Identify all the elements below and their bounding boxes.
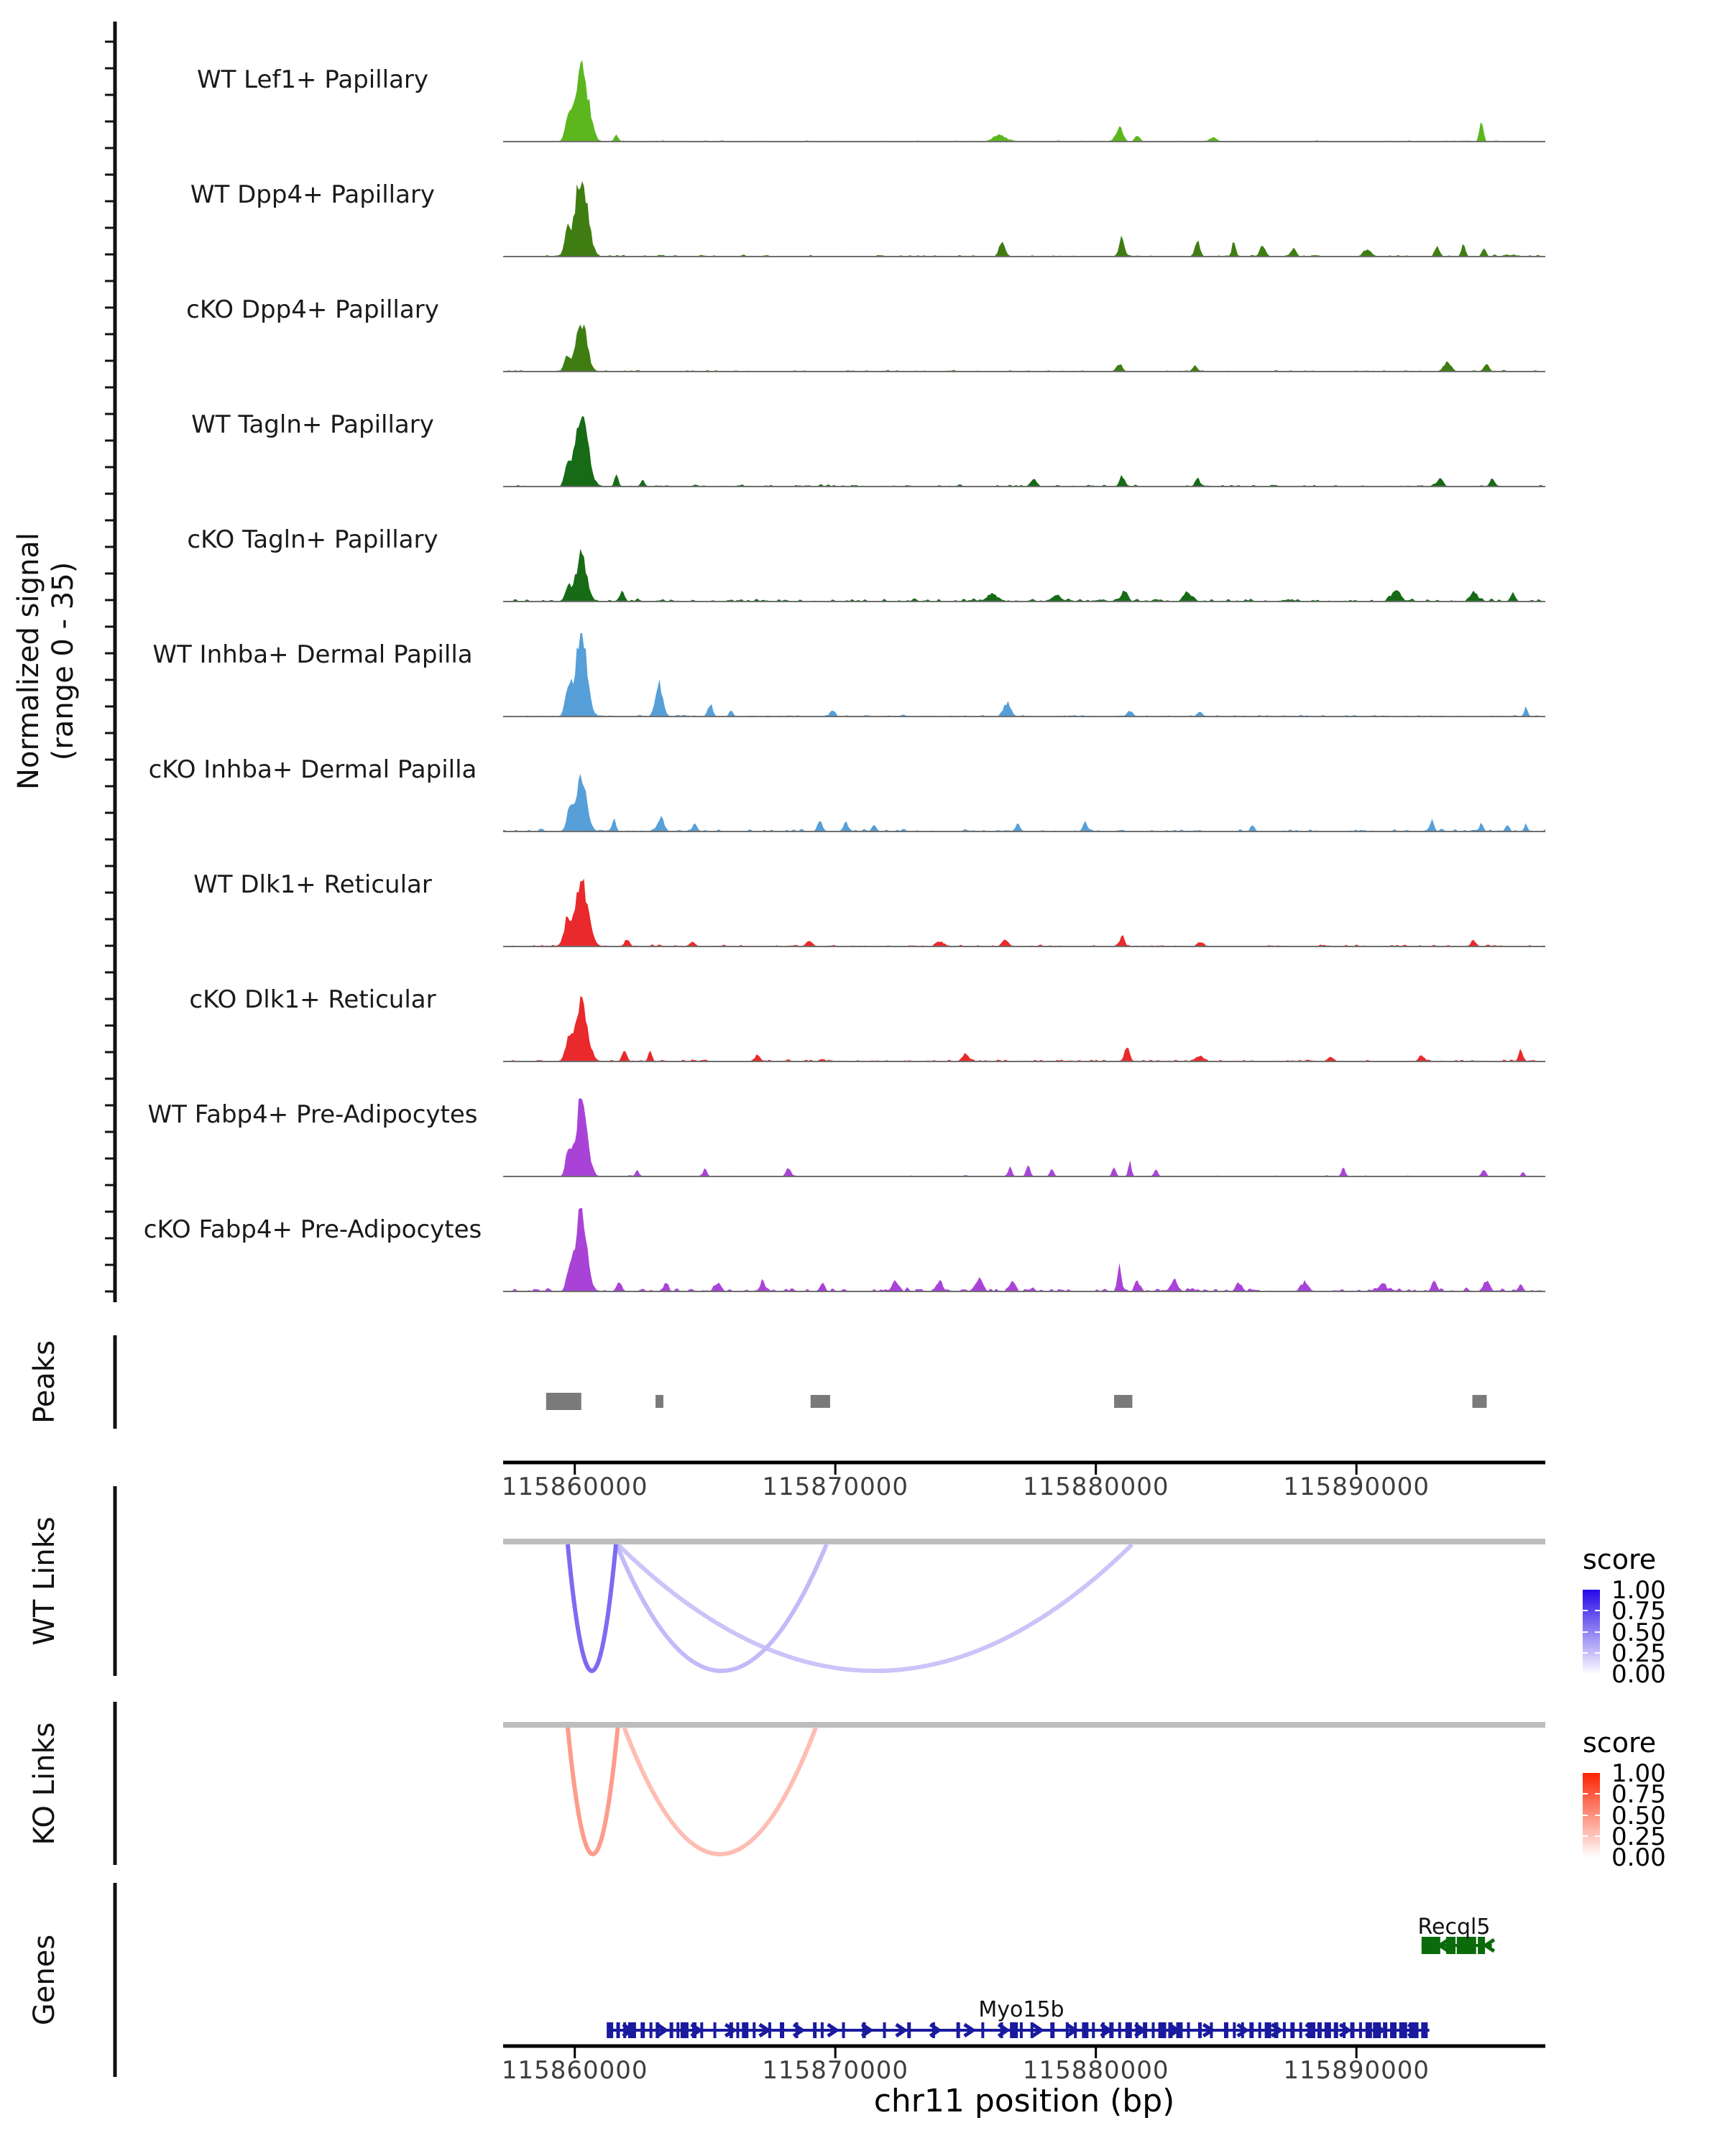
ko-score-label-050: 0.50: [1611, 1802, 1666, 1830]
wt-score-label-000: 0.00: [1611, 1660, 1666, 1689]
track-label-wt-lef1: WT Lef1+ Papillary: [196, 65, 429, 94]
mid-axis-tick-115860000: 115860000: [501, 1473, 648, 1501]
track-label-wt-dlk1: WT Dlk1+ Reticular: [193, 870, 432, 899]
wt-score-label-100: 1.00: [1611, 1576, 1666, 1605]
panel-label-ko-links: KO Links: [28, 1722, 61, 1846]
wt-score-label-025: 0.25: [1611, 1639, 1666, 1668]
bottom-axis-tick-115880000: 115880000: [1022, 2056, 1169, 2085]
wt-score-colorbar: [1583, 1590, 1600, 1674]
bottom-axis-tick-115890000: 115890000: [1283, 2056, 1430, 2085]
y-axis-label-line1: Normalized signal: [12, 533, 45, 790]
track-label-cko-tagln: cKO Tagln+ Papillary: [187, 525, 438, 554]
track-label-wt-inhba: WT Inhba+ Dermal Papilla: [152, 640, 473, 669]
panel-label-genes: Genes: [28, 1934, 61, 2026]
wt-score-legend-title: score: [1583, 1544, 1657, 1575]
wt-score-colorbar-labels: [1611, 1576, 1719, 1689]
panel-label-peaks: Peaks: [28, 1340, 61, 1424]
ko-score-label-075: 0.75: [1611, 1780, 1666, 1809]
bottom-axis-tick-115870000: 115870000: [762, 2056, 909, 2085]
y-axis-label: [12, 533, 80, 790]
panel-label-wt-links: WT Links: [28, 1516, 61, 1646]
track-label-cko-inhba: cKO Inhba+ Dermal Papilla: [148, 755, 477, 784]
wt-score-label-075: 0.75: [1611, 1597, 1666, 1626]
ko-score-legend-title: score: [1583, 1727, 1657, 1759]
track-label-cko-dpp4: cKO Dpp4+ Papillary: [186, 295, 439, 324]
gene-label-myo15b: Myo15b: [978, 1997, 1064, 2022]
track-label-wt-fabp4: WT Fabp4+ Pre-Adipocytes: [147, 1100, 478, 1129]
ko-score-label-000: 0.00: [1611, 1843, 1666, 1872]
track-label-wt-tagln: WT Tagln+ Papillary: [191, 410, 434, 439]
wt-score-label-050: 0.50: [1611, 1618, 1666, 1647]
y-axis-label-line2: (range 0 - 35): [47, 561, 80, 761]
mid-axis-tick-115890000: 115890000: [1283, 1473, 1430, 1501]
x-axis-title: chr11 position (bp): [873, 2083, 1175, 2119]
mid-axis-tick-115880000: 115880000: [1022, 1473, 1169, 1501]
track-label-cko-dlk1: cKO Dlk1+ Reticular: [189, 985, 436, 1014]
track-label-cko-fabp4: cKO Fabp4+ Pre-Adipocytes: [143, 1215, 482, 1244]
mid-axis-tick-115870000: 115870000: [762, 1473, 909, 1501]
ko-score-label-100: 1.00: [1611, 1759, 1666, 1788]
ko-score-label-025: 0.25: [1611, 1823, 1666, 1851]
ko-score-colorbar-labels: [1611, 1759, 1719, 1872]
wt-links-score-legend: [1580, 1544, 1724, 1689]
ko-links-score-legend: [1580, 1727, 1724, 1872]
wt-score-colorbar-wrap: [1580, 1576, 1724, 1689]
ko-score-colorbar-wrap: [1580, 1759, 1724, 1872]
bottom-axis-tick-115860000: 115860000: [501, 2056, 648, 2085]
gene-label-recql5: Recql5: [1417, 1915, 1491, 1940]
track-label-wt-dpp4: WT Dpp4+ Papillary: [190, 180, 436, 209]
ko-score-colorbar: [1583, 1773, 1600, 1858]
